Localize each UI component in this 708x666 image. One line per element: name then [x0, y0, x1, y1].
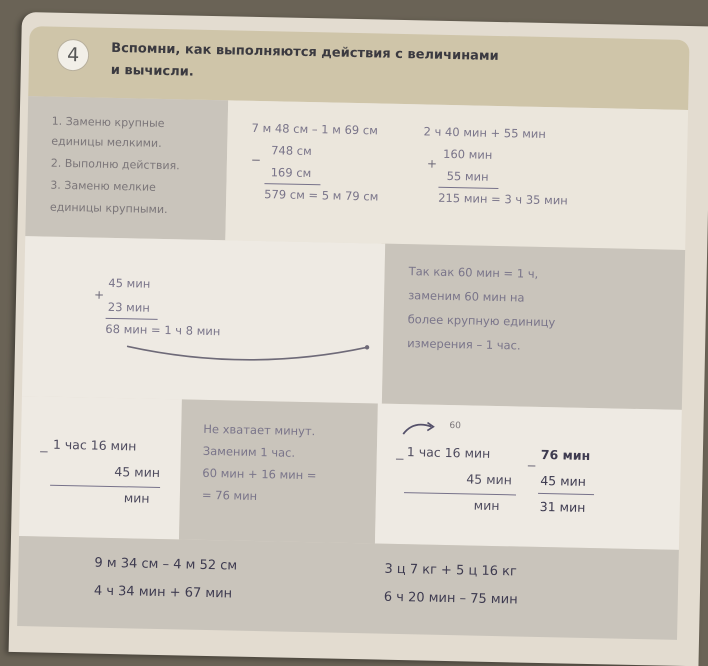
row-examples [25, 96, 688, 250]
step-line: единицы мелкими. [51, 134, 162, 150]
ex3-result: 68 мин = 1 ч 8 мин [105, 321, 221, 339]
tasks-cell [17, 536, 679, 640]
task-expression: 9 м 34 см – 4 м 52 см [94, 555, 238, 574]
ex4-minuend: 1 час 16 мин [52, 436, 137, 454]
task-title [111, 38, 572, 92]
note1-line: более крупную единицу [407, 312, 556, 330]
ex1-line [264, 183, 320, 185]
note1-line: заменим 60 мин на [408, 288, 525, 305]
step-line: 1. Заменю крупные [51, 114, 165, 131]
step-line: единицы крупными. [49, 200, 168, 217]
ex6-subtrahend: 45 мин [540, 472, 587, 489]
task-title-line1: Вспомни, как выполняются действия с величинами [111, 40, 499, 64]
step-line: 3. Заменю мелкие [50, 178, 156, 194]
note2-cell [179, 399, 378, 543]
row-tasks [17, 536, 679, 640]
borrow-arrow-icon [399, 418, 439, 439]
examples-cell [225, 100, 688, 250]
note1-line: измерения – 1 час. [407, 336, 521, 353]
ex6-operator: − [526, 458, 537, 473]
task-expression: 6 ч 20 мин – 75 мин [383, 589, 518, 608]
ex5-subtrahend: 45 мин [466, 471, 513, 488]
ex4-operator: − [38, 444, 50, 459]
note1-cell [382, 244, 685, 410]
ex2-operator: + [426, 156, 438, 171]
ex6-line [538, 493, 594, 495]
note2-line: 60 мин + 16 мин = [202, 465, 317, 483]
note1-line: Так как 60 мин = 1 ч, [408, 264, 539, 281]
ex5-operator: − [394, 451, 405, 467]
ex2-result: 215 мин = 3 ч 35 мин [438, 190, 568, 208]
ex3-addend1: 45 мин [108, 275, 151, 291]
ex5-minuend: 1 час 16 мин [406, 444, 491, 461]
ex4-result: мин [123, 490, 150, 506]
ex5-result: мин [473, 497, 500, 514]
ex2-addend2: 55 мин [446, 168, 489, 184]
ex4-cell [19, 396, 182, 539]
ex5-line [404, 492, 516, 495]
ex5-cell [375, 404, 682, 550]
ex1-expression: 7 м 48 см – 1 м 69 см [251, 120, 378, 138]
steps-cell [25, 96, 228, 240]
ex4-subtrahend: 45 мин [114, 464, 161, 480]
note2-line: Заменим 1 час. [202, 443, 296, 460]
ex1-result: 579 см = 5 м 79 см [264, 187, 379, 204]
note2-line: = 76 мин [201, 487, 258, 504]
ex1-subtrahend: 169 см [270, 165, 312, 181]
arrow-arc-icon [123, 338, 374, 373]
ex2-expression: 2 ч 40 мин + 55 мин [423, 124, 547, 141]
ex3-addend2: 23 мин [107, 299, 150, 315]
ex1-operator: − [250, 152, 262, 168]
ex4-line [50, 485, 160, 488]
row-borrow [19, 396, 682, 550]
ex2-addend1: 160 мин [442, 146, 493, 162]
note2-line: Не хватает минут. [203, 421, 316, 439]
task-expression: 3 ц 7 кг + 5 ц 16 кг [384, 561, 517, 580]
ex5-borrow: 60 [449, 421, 461, 432]
ex3-line [106, 318, 158, 320]
textbook-page [9, 12, 708, 666]
task-expression: 4 ч 34 мин + 67 мин [93, 583, 233, 602]
row-conversion [22, 236, 685, 410]
ex1-minuend: 748 см [271, 143, 312, 159]
ex6-result: 31 мин [539, 498, 586, 515]
step-line: 2. Выполню действия. [50, 156, 180, 173]
ex2-line [438, 187, 498, 189]
task-title-line2: и вычисли. [110, 62, 194, 80]
task-number: 4 [57, 39, 90, 72]
ex3-operator: + [93, 287, 105, 302]
ex6-minuend: 76 мин [540, 446, 591, 463]
ex3-cell [22, 236, 385, 404]
